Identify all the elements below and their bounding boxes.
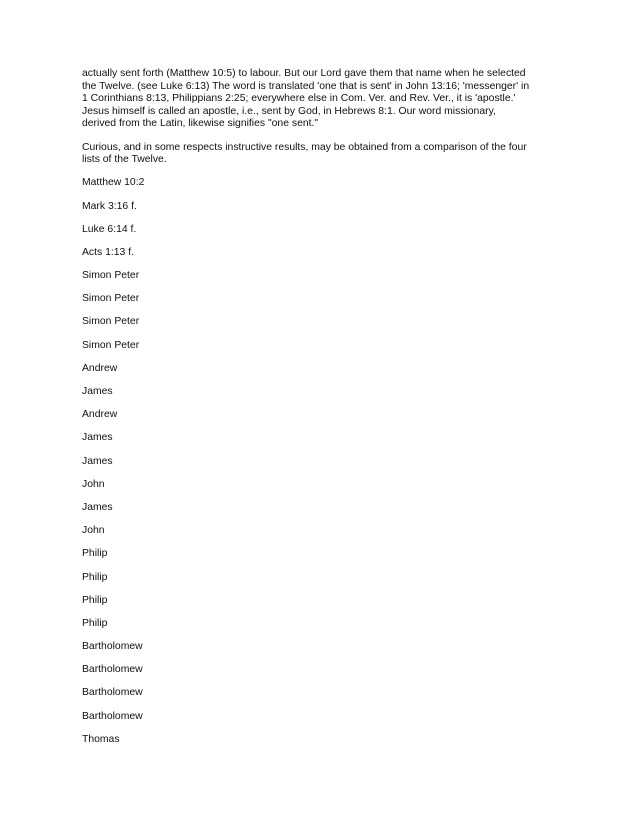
- text-line: lists of the Twelve.: [82, 154, 167, 166]
- list-item-name: James: [82, 386, 113, 398]
- list-item-name: Andrew: [82, 409, 118, 421]
- list-item-name: Bartholomew: [82, 687, 143, 699]
- list-item-reference: Acts 1:13 f.: [82, 246, 134, 258]
- list-item-reference: Matthew 10:2: [82, 177, 145, 189]
- text-line: derived from the Latin, likewise signifies "one sent.": [82, 118, 319, 130]
- list-item-name: Philip: [82, 617, 108, 629]
- list-item-name: Philip: [82, 594, 108, 606]
- text-line: Curious, and in some respects instructive results, may be obtained from a comparison of the four: [82, 141, 527, 153]
- text-line: actually sent forth (Matthew 10:5) to labour. But our Lord gave them that name when he selected: [82, 68, 526, 79]
- list-item-name: Simon Peter: [82, 339, 140, 351]
- text-line: Jesus himself is called an apostle, i.e., sent by God, in Hebrews 8:1. Our word missionary,: [82, 105, 496, 117]
- list-item-name: Bartholomew: [82, 664, 143, 676]
- list-item-name: James: [82, 455, 113, 467]
- list-item-name: Bartholomew: [82, 641, 143, 653]
- list-item-name: Bartholomew: [82, 710, 143, 722]
- list-item-name: Andrew: [82, 362, 118, 374]
- list-item-name: Thomas: [82, 733, 120, 745]
- list-item-name: James: [82, 432, 113, 444]
- list-item-name: Simon Peter: [82, 270, 140, 282]
- apostle-list: [82, 177, 562, 757]
- list-item-reference: Luke 6:14 f.: [82, 223, 137, 235]
- list-item-reference: Mark 3:16 f.: [82, 200, 137, 212]
- list-item-name: John: [82, 525, 105, 537]
- paragraph-comparison-intro: [82, 142, 562, 167]
- list-item-name: James: [82, 501, 113, 513]
- list-item-name: Simon Peter: [82, 316, 140, 328]
- list-item-name: Philip: [82, 571, 108, 583]
- text-line: 1 Corinthians 8:13, Philippians 2:25; everywhere else in Com. Ver. and Rev. Ver., it is 'apostle.': [82, 93, 516, 105]
- paragraph-apostle-definition: [82, 68, 562, 131]
- list-item-name: Simon Peter: [82, 293, 140, 305]
- text-line: the Twelve. (see Luke 6:13) The word is translated 'one that is sent' in John 13:16; 'messenger' in: [82, 80, 530, 92]
- list-item-name: Philip: [82, 548, 108, 560]
- document-content: [82, 68, 562, 757]
- list-item-name: John: [82, 478, 105, 490]
